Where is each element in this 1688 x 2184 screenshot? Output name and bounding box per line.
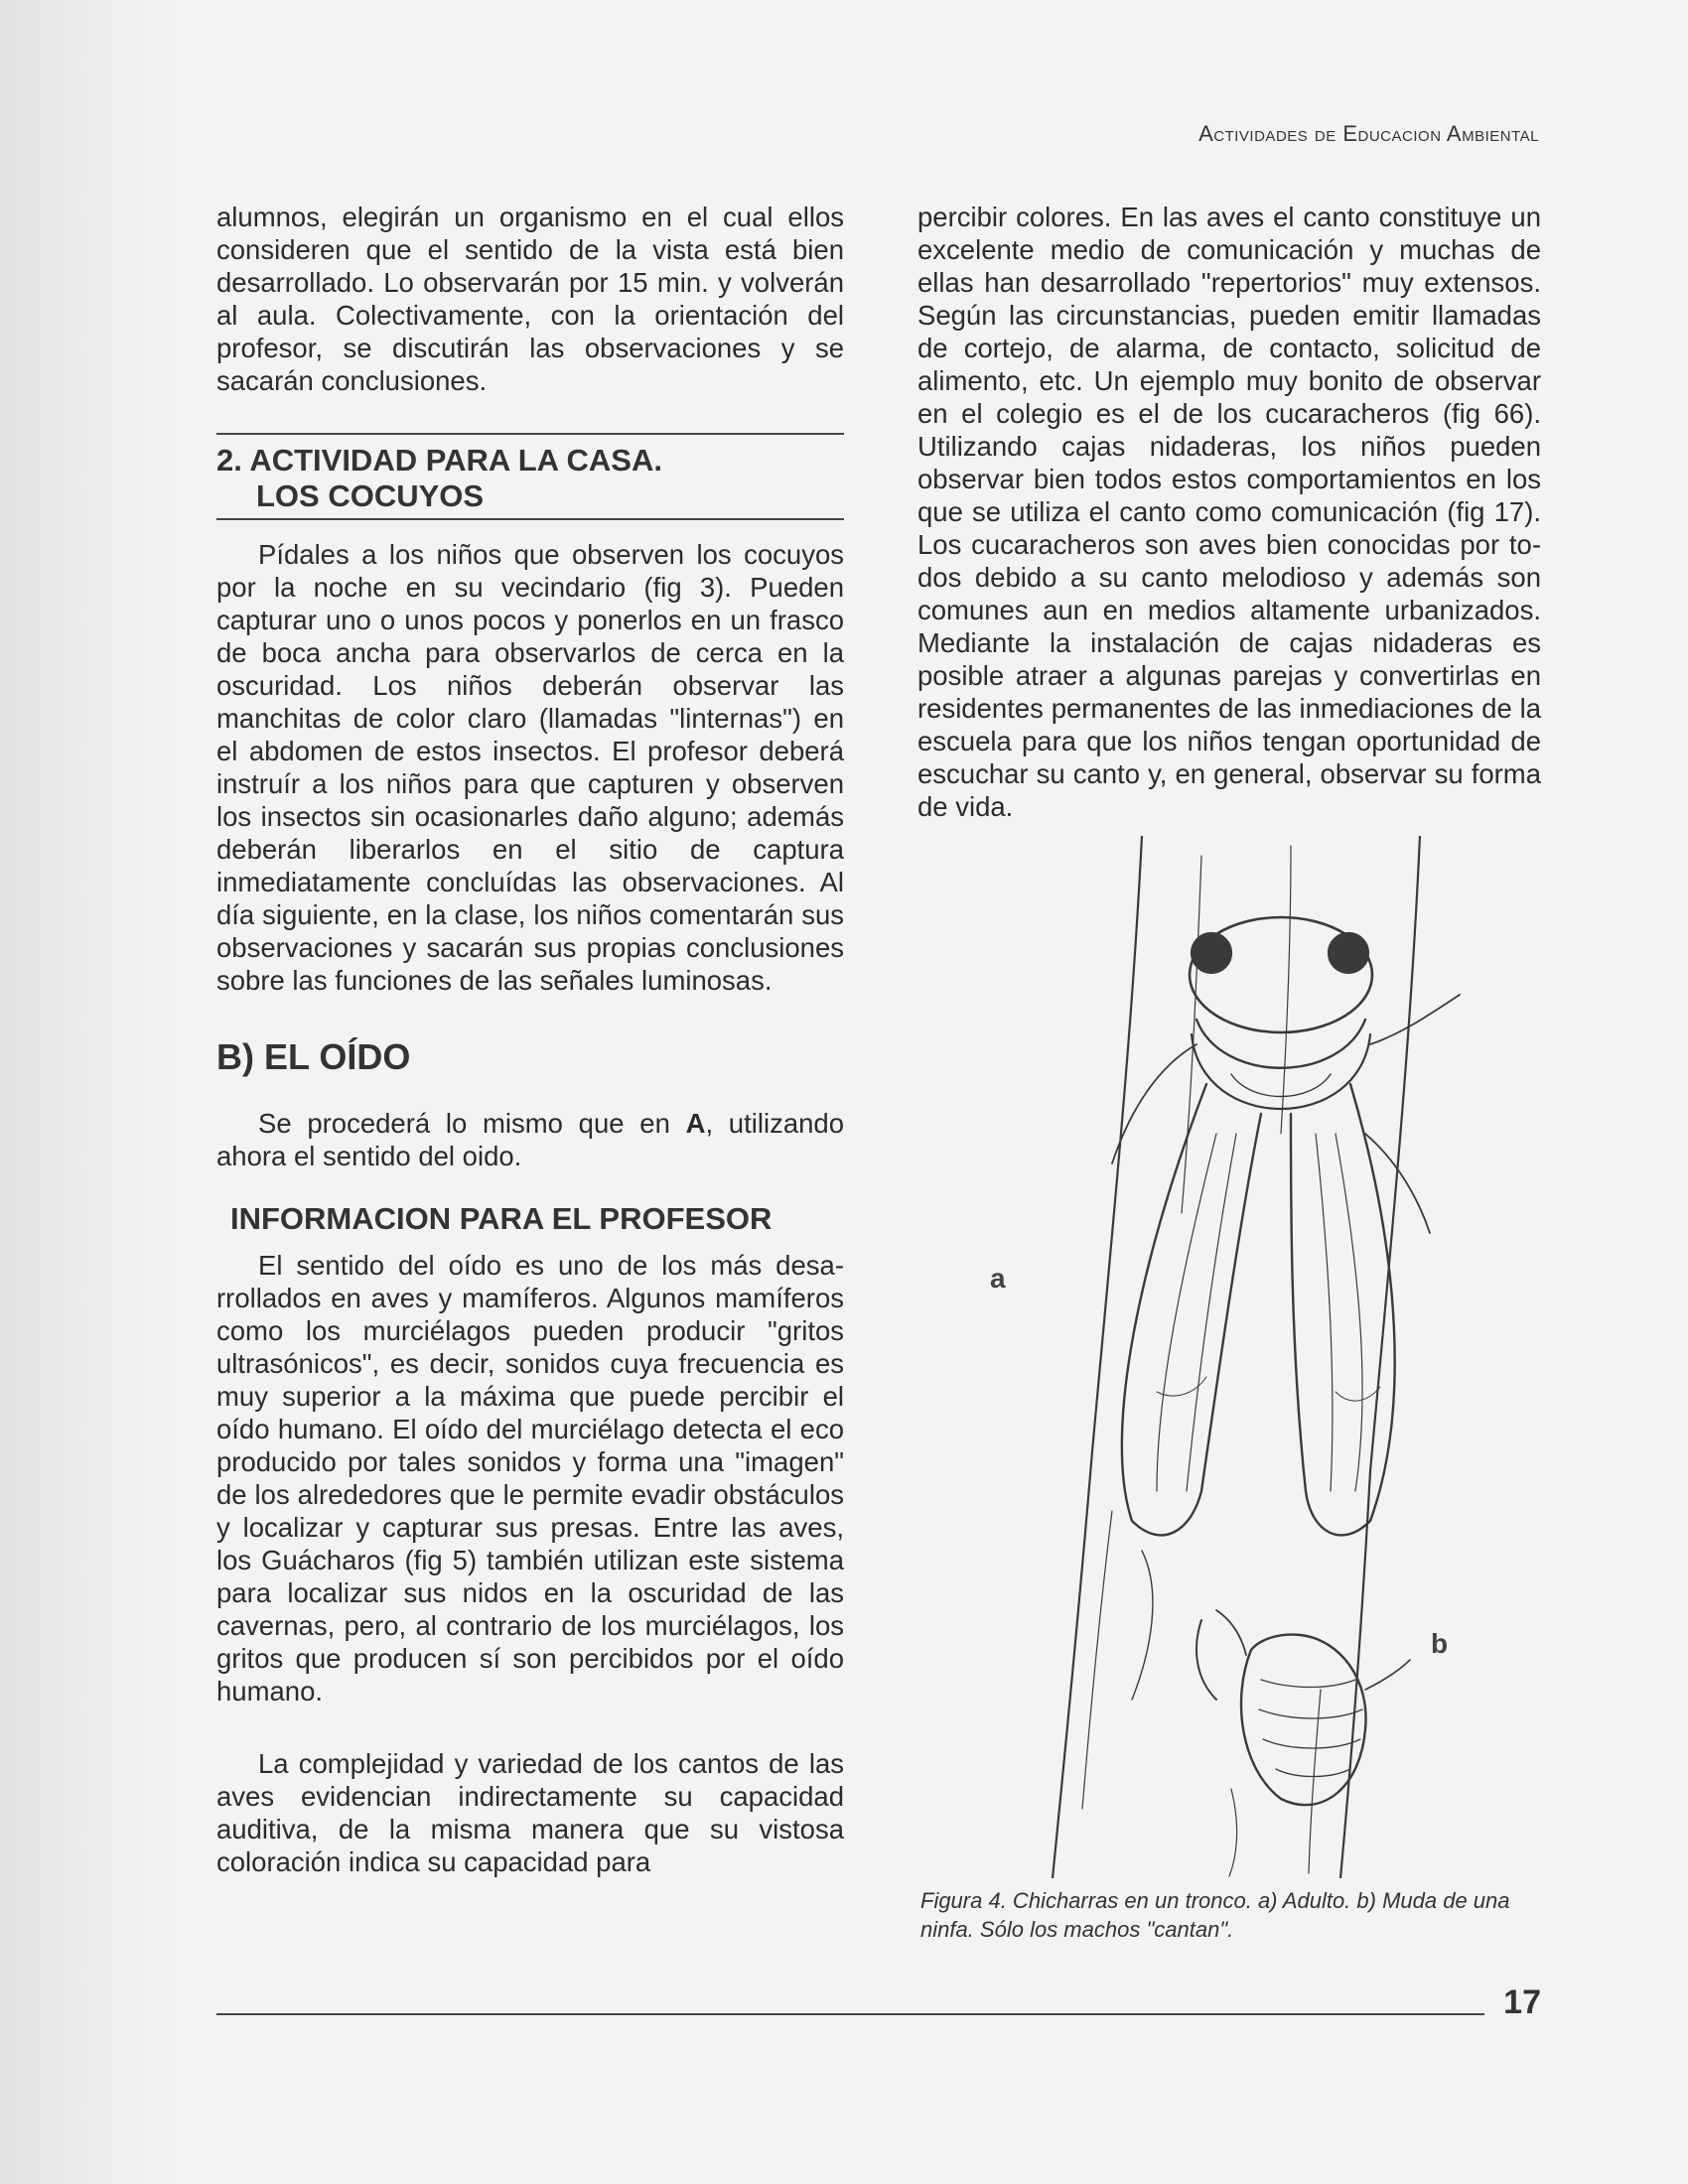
oido-text-after: , utilizando ahora el sentido del oido.: [216, 1108, 844, 1171]
right-column: [917, 201, 1541, 823]
info-paragraph: El sentido del oído es uno de los más desarrollados en aves y mamíferos. Algunos mamíferos como los murciélagos pueden producir "gritos ultrasónicos", es decir, sonidos cuya frecuencia es muy superior a la máxima que puede percibir el oído humano. El oído del murciélago detecta el eco producido por tales sonidos y forma una "imagen" de los alrededores que le permite evadir obstáculos y localizar y capturar sus presas. Entre las aves, los Guácharos (fig 5) también utilizan este sistema para localizar sus nidos en la oscuridad de las cavernas, pero, al contrario de los murciélagos, los gritos que producen sí son percibidos por el oído humano.: [216, 1250, 844, 1706]
figure-label-b: b: [1431, 1628, 1449, 1659]
figure-label-a: a: [990, 1263, 1006, 1294]
figure-caption: Figura 4. Chicharras en un tronco. a) Adulto. b) Muda de una ninfa. Sólo los machos "cantan".: [920, 1888, 1510, 1942]
intro-paragraph: alumnos, elegirán un organismo en el cual ellos consideren que el sentido de la vista está bien desarrollado. Lo observarán por 15 min. y volverán al aula. Colectivamente, con la orientación del profesor, se discutirán las observaciones y se sacarán conclusiones.: [216, 202, 844, 396]
scan-shadow: [0, 0, 179, 2184]
page-number: 17: [1503, 1983, 1541, 2021]
cicada-illustration: [993, 836, 1509, 1878]
section-2-title: [216, 433, 844, 520]
trunk-right-edge: [1340, 836, 1420, 1878]
section-2-title-line1: 2. ACTIVIDAD PARA LA CASA.: [216, 443, 662, 478]
running-header: Actividades de Educacion Ambiental: [1198, 121, 1539, 146]
section-2-title-line2: LOS COCUYOS: [256, 478, 485, 513]
cantos-paragraph: La complejidad y variedad de los cantos de las aves evidencian indirectamente su capacidad auditiva, de la misma manera que su vistosa coloración indica su capacidad para: [216, 1748, 844, 1877]
cicada-drawing: [993, 836, 1509, 1878]
oido-text-before: Se procederá lo mismo que en: [258, 1108, 686, 1139]
heading-informacion-profesor: INFORMACION PARA EL PROFESOR: [230, 1201, 773, 1236]
left-wing: [1122, 1084, 1261, 1535]
continued-paragraph: percibir colores. En las aves el canto constituye un excelente medio de comunicación y muchas de ellas han desarrollado "repertorios" muy extensos. Según las circunstancias, pueden emitir llamadas de cortejo, de alarma, de contacto, solicitud de alimento, etc. Un ejemplo muy bonito de observar en el colegio es el de los cucaracheros (fig 66). Utilizando cajas nidaderas, los niños pueden observar bien todos estos comportamientos en los que se utiliza el canto como comunicación (fig 17). Los cucaracheros son aves bien conocidas por todos debido a su canto melodioso y además son comunes aun en medios altamente urbanizados. Mediante la instalación de cajas nidaderas es posible atraer a algunas parejas y convertirlas en residentes permanentes de las inmediaciones de la escuela para que los niños tengan oportunidad de escuchar su canto y, en general, observar su forma de vida.: [917, 202, 1541, 822]
cocuyos-paragraph: Pídales a los niños que observen los cocuyos por la noche en su vecindario (fig 3). Pueden capturar uno o unos pocos y ponerlos en un frasco de boca ancha para observarlos de cerca en la oscuridad. Los niños deberán observar las manchitas de color claro (llamadas "linternas") en el abdomen de estos insectos. El profesor deberá instruír a los niños para que capturen y observen los insectos sin ocasionarles daño alguno; además deberán liberarlos en el sitio de captura inmediatamente concluídas las observaciones. Al día siguiente, en la clase, los niños comentarán sus observaciones y sacarán sus propias conclusiones sobre las funciones de las señales luminosas.: [216, 539, 844, 996]
right-wing: [1291, 1084, 1395, 1535]
nymph-shell: [1241, 1635, 1366, 1806]
paragraph-gap: [216, 1707, 844, 1747]
oido-paragraph: [216, 1107, 844, 1172]
heading-el-oido: B) EL OÍDO: [216, 1036, 411, 1077]
left-column: [216, 201, 844, 1878]
oido-text-bold: A: [685, 1108, 706, 1139]
footer-rule: [216, 2013, 1484, 2015]
